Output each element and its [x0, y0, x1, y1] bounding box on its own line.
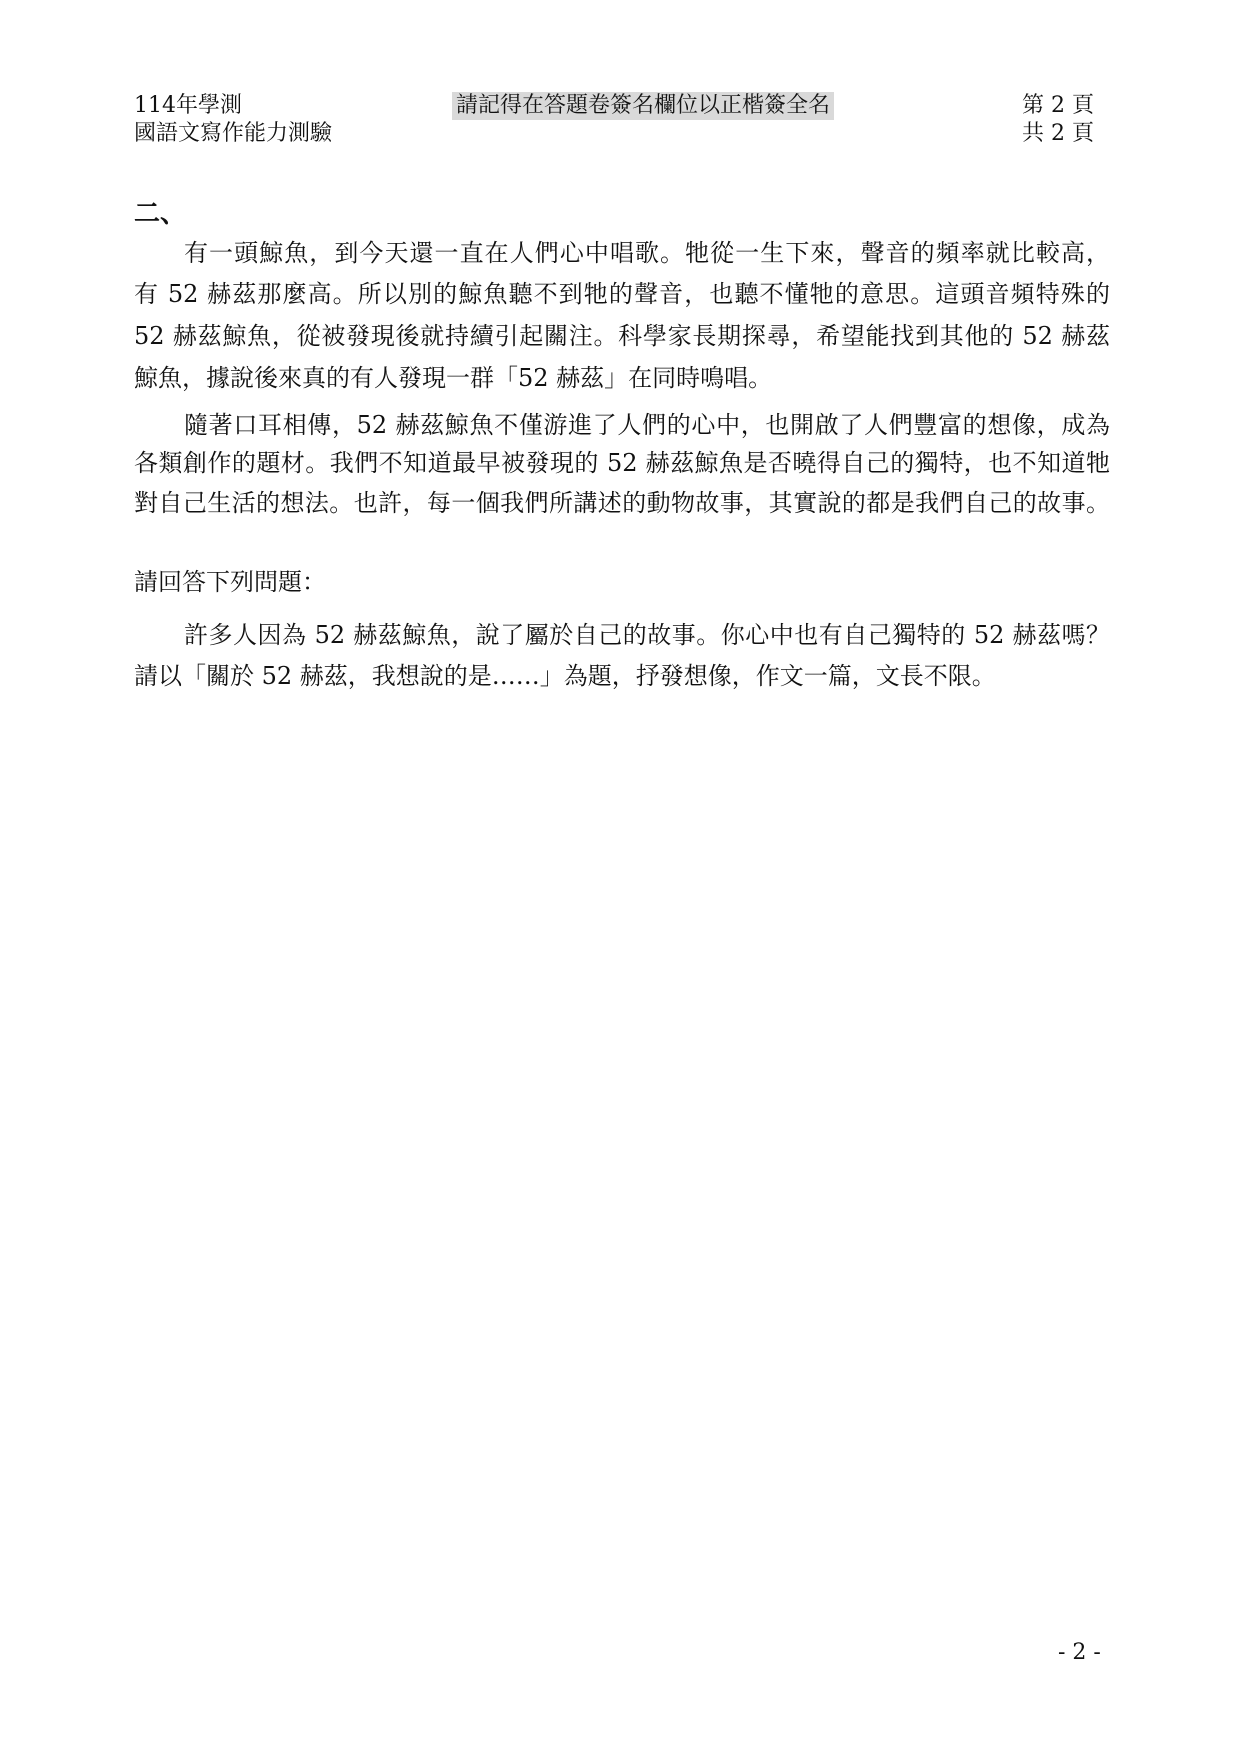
passage-line: 有一頭鯨魚，到今天還一直在人們心中唱歌。牠從一生下來，聲音的頻率就比較高，	[184, 239, 1110, 267]
passage-line: 隨著口耳相傳，52 赫茲鯨魚不僅游進了人們的心中，也開啟了人們豐富的想像，成為	[184, 411, 1110, 439]
subject-name: 國語文寫作能力測驗	[134, 121, 333, 146]
prompt-label: 請回答下列問題：	[134, 568, 326, 596]
prompt-line: 許多人因為 52 赫茲鯨魚，說了屬於自己的故事。你心中也有自己獨特的 52 赫茲嗎？	[184, 621, 1110, 649]
page-footer: - 2 -	[1058, 1640, 1101, 1665]
passage-line: 各類創作的題材。我們不知道最早被發現的 52 赫茲鯨魚是否曉得自己的獨特，也不知道牠	[134, 449, 1110, 477]
passage-line: 有 52 赫茲那麼高。所以別的鯨魚聽不到牠的聲音，也聽不懂牠的意思。這頭音頻特殊的	[134, 280, 1110, 308]
signature-notice: 請記得在答題卷簽名欄位以正楷簽全名	[452, 92, 834, 120]
exam-name: 114年學測	[134, 93, 242, 118]
prompt-line: 請以「關於 52 赫茲，我想說的是……」為題，抒發想像，作文一篇，文長不限。	[134, 662, 996, 690]
passage-line: 鯨魚，據說後來真的有人發現一群「52 赫茲」在同時鳴唱。	[134, 364, 773, 392]
passage-line: 對自己生活的想法。也許，每一個我們所講述的動物故事，其實說的都是我們自己的故事。	[134, 489, 1110, 517]
page-total: 共 2 頁	[1022, 121, 1094, 146]
section-title: 二、	[134, 199, 187, 229]
passage-line: 52 赫茲鯨魚，從被發現後就持續引起關注。科學家長期探尋，希望能找到其他的 52 赫茲	[134, 322, 1110, 350]
page-number: 第 2 頁	[1022, 93, 1094, 118]
